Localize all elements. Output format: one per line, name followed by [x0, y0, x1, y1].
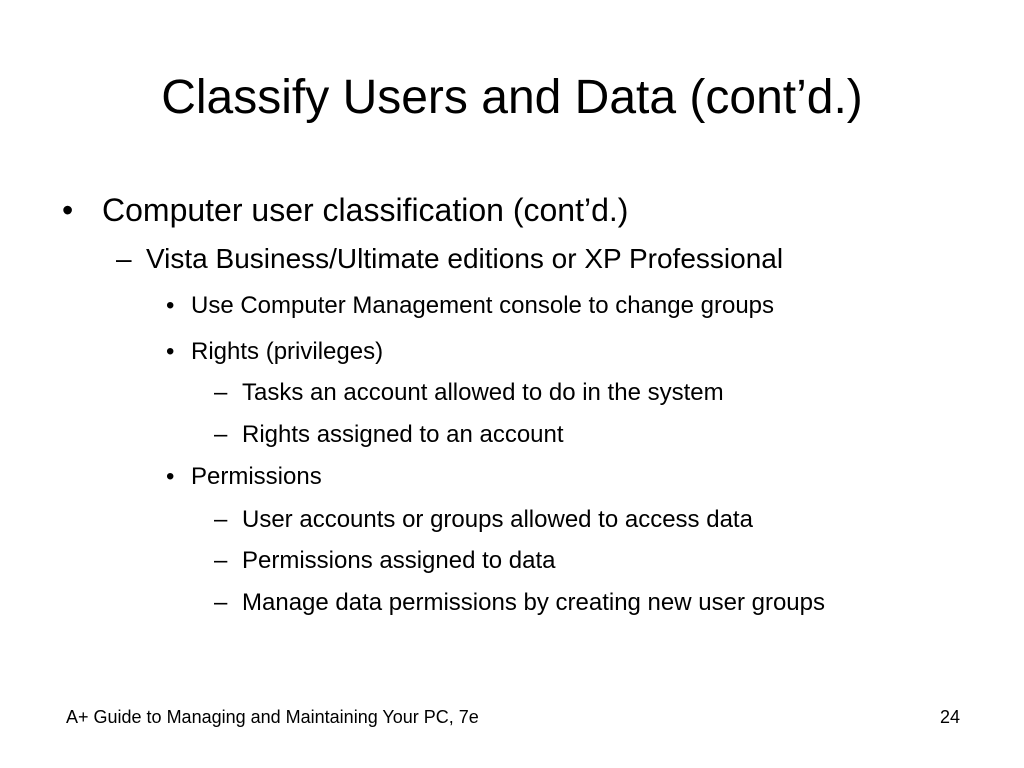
bullet-marker: • [166, 338, 175, 365]
bullet-item-level3 [166, 462, 322, 492]
bullet-item-level4 [214, 588, 825, 618]
bullet-text: Vista Business/Ultimate editions or XP Professional [146, 243, 784, 274]
bullet-marker: • [166, 292, 175, 319]
bullet-text: Rights (privileges) [191, 338, 384, 365]
bullet-text: Permissions [191, 463, 322, 490]
bullet-item-level3 [166, 291, 774, 321]
bullet-item-level4 [214, 420, 564, 450]
bullet-item-level2 [116, 242, 783, 276]
bullet-text: Computer user classification (cont’d.) [102, 192, 629, 228]
footer-book-title: A+ Guide to Managing and Maintaining Your PC, 7e [66, 707, 479, 727]
bullet-text: Manage data permissions by creating new user groups [242, 589, 825, 616]
bullet-text: Rights assigned to an account [242, 421, 564, 448]
bullet-item-level1 [62, 190, 628, 230]
dash-marker: – [214, 547, 228, 574]
dash-marker: – [214, 379, 228, 406]
dash-marker: – [214, 506, 228, 533]
bullet-text: User accounts or groups allowed to access data [242, 506, 753, 533]
dash-marker: – [116, 243, 132, 274]
slide-title: Classify Users and Data (cont’d.) [161, 71, 863, 124]
bullet-item-level4 [214, 378, 724, 408]
bullet-marker: • [62, 192, 74, 228]
bullet-text: Permissions assigned to data [242, 547, 556, 574]
bullet-marker: • [166, 463, 175, 490]
footer-page-number: 24 [940, 707, 961, 727]
dash-marker: – [214, 421, 228, 448]
bullet-text: Tasks an account allowed to do in the system [242, 379, 724, 406]
dash-marker: – [214, 589, 228, 616]
bullet-item-level3 [166, 337, 383, 367]
bullet-item-level4 [214, 505, 753, 535]
bullet-text: Use Computer Management console to change groups [191, 292, 775, 319]
bullet-item-level4 [214, 546, 556, 576]
